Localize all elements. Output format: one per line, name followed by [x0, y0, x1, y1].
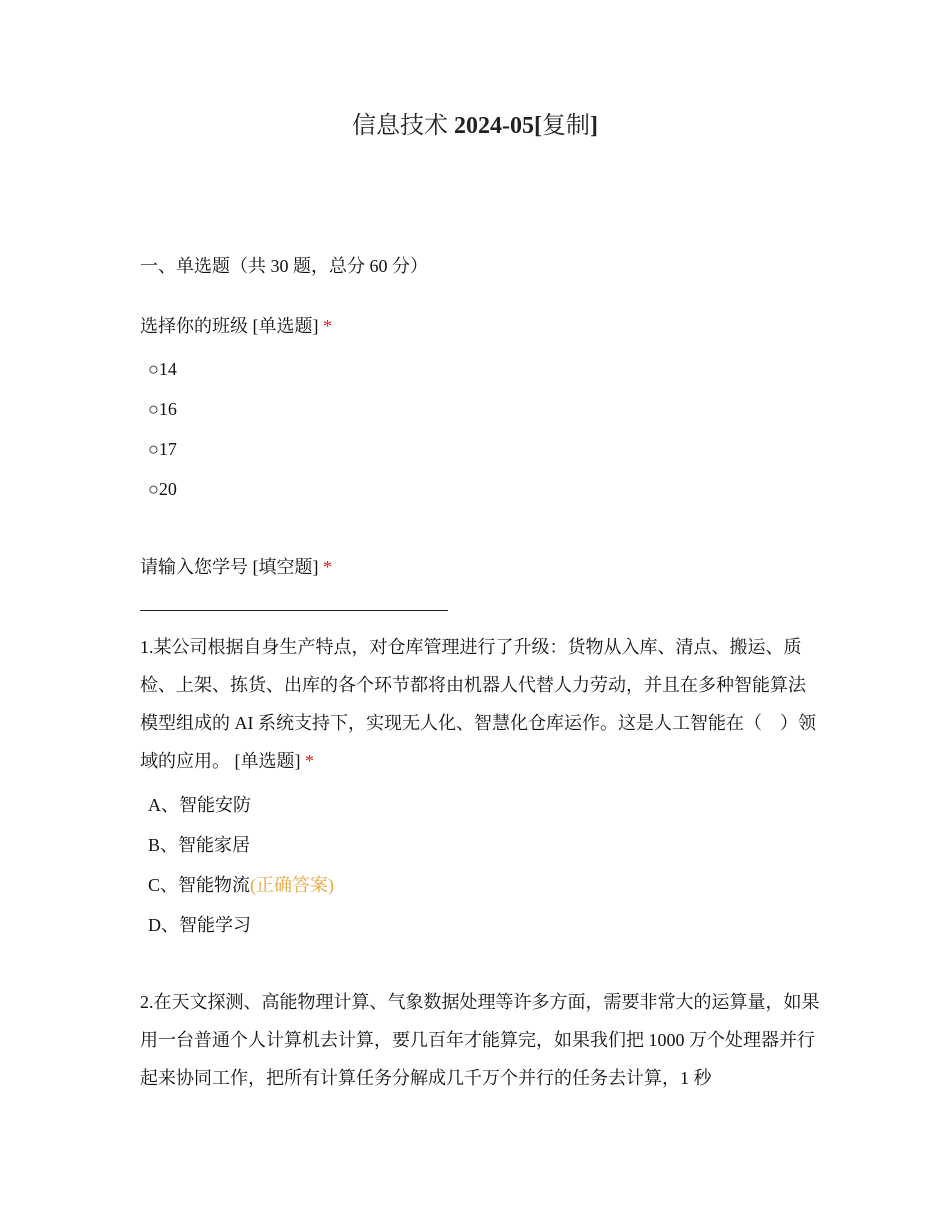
title-date: 2024-05[ [454, 113, 542, 139]
q1-option-d[interactable]: D、智能学习 [148, 915, 251, 935]
title-main: 信息技术 [352, 113, 454, 139]
class-option-17[interactable]: ○17 [148, 439, 177, 459]
class-option-14[interactable]: ○14 [148, 359, 177, 379]
question-1 [140, 628, 820, 780]
question-class-text: 选择你的班级 [单选题] [140, 316, 323, 336]
page-title [0, 110, 950, 142]
class-option-16[interactable]: ○16 [148, 399, 177, 419]
q1-option-c[interactable] [148, 868, 828, 908]
class-options [148, 352, 828, 512]
section-heading: 一、单选题（共 30 题，总分 60 分） [140, 256, 428, 276]
student-id-input[interactable] [140, 610, 448, 611]
question-1-options [148, 788, 828, 948]
class-option-20[interactable]: ○20 [148, 479, 177, 499]
required-mark: * [305, 751, 314, 771]
required-mark: * [323, 557, 332, 577]
question-1-text: 1.某公司根据自身生产特点，对仓库管理进行了升级：货物从入库、清点、搬运、质检、上架、拣货、出库的各个环节都将由机器人代替人力劳动，并且在多种智能算法模型组成的 AI 系统支持下，实现无人化、智慧化仓库运作。这是人工智能在（ ）领域的应用。 [单选题] [140, 637, 816, 771]
question-class [140, 307, 820, 345]
q1-option-c-label: C、智能物流 [148, 875, 251, 895]
q1-option-a[interactable]: A、智能安防 [148, 795, 251, 815]
title-close: ] [589, 113, 598, 139]
question-student-id-text: 请输入您学号 [填空题] [140, 557, 323, 577]
required-mark: * [323, 316, 332, 336]
title-copy: 复制 [541, 113, 590, 139]
correct-answer-label: (正确答案) [250, 875, 335, 895]
question-student-id [140, 548, 820, 586]
q1-option-b[interactable]: B、智能家居 [148, 835, 251, 855]
question-2: 2.在天文探测、高能物理计算、气象数据处理等许多方面，需要非常大的运算量，如果用一台普通个人计算机去计算，要几百年才能算完，如果我们把 1000 万个处理器并行起来协同工作，把所有计算任务分解成几千万个并行的任务去计算，1 秒 [140, 992, 820, 1088]
